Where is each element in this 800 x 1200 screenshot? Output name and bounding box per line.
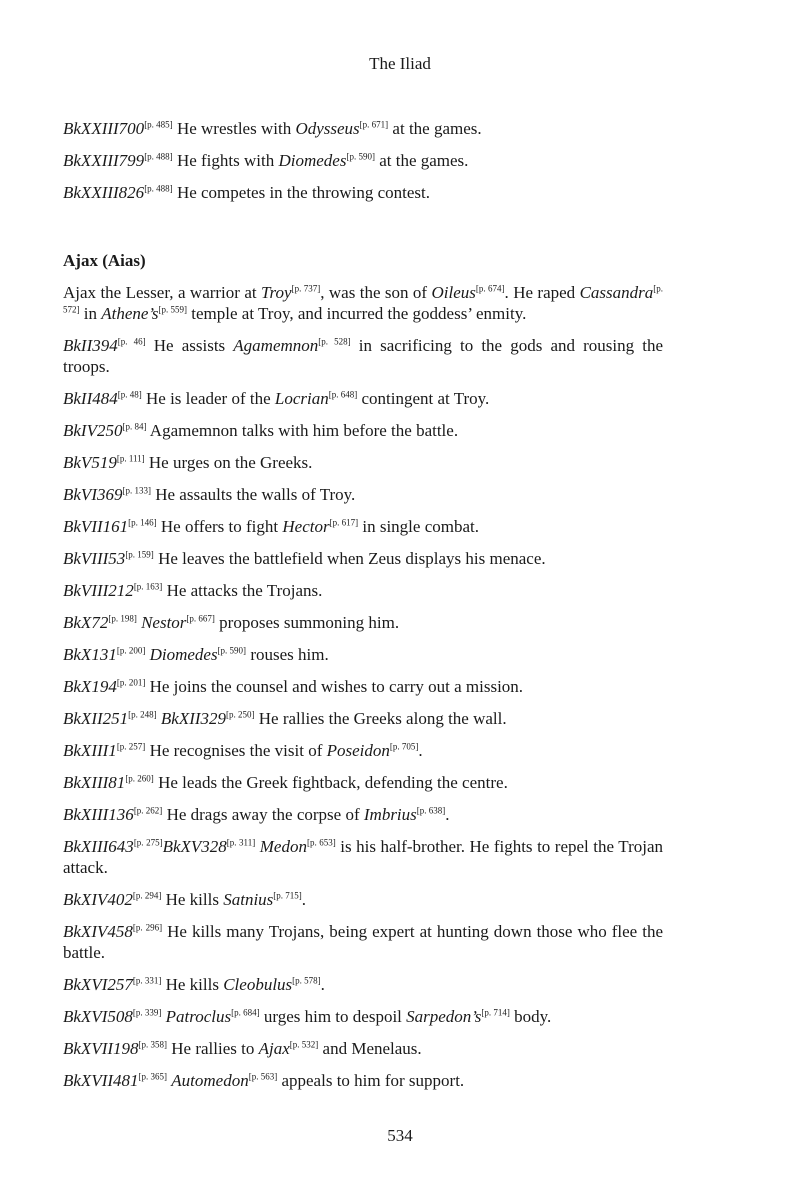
entry-text: at the games. [388, 119, 482, 138]
italic-reference: BkXII251 [63, 709, 129, 728]
entry-text: . [320, 975, 325, 994]
page-reference: [p. 200] [116, 645, 146, 656]
page-reference: [p. 485] [144, 119, 173, 130]
entry-text: appeals to him for support. [277, 1071, 465, 1090]
italic-reference: BkXXIII700 [63, 119, 145, 138]
italic-reference: BkII484 [63, 389, 118, 408]
page-reference: [p. 84] [122, 421, 147, 432]
page-reference: [p. 590] [217, 645, 247, 656]
index-entry [63, 676, 663, 697]
index-entry [63, 740, 663, 761]
italic-reference: Patroclus [165, 1007, 232, 1026]
page-reference: [p. 638] [416, 805, 446, 816]
entry-text: He wrestles with [172, 119, 296, 138]
italic-reference: BkVI369 [63, 485, 123, 504]
index-entry [63, 388, 663, 409]
italic-reference: Poseidon [326, 741, 390, 760]
entry-text: He kills many Trojans, being expert at hunting down those who flee the battle. [63, 922, 664, 962]
entry-text: in [79, 304, 102, 323]
italic-reference: BkV519 [63, 453, 117, 472]
page-reference: [p. 617] [329, 517, 359, 528]
page-reference: [p. 737] [291, 283, 321, 294]
entry-text: in single combat. [358, 517, 479, 536]
italic-reference: Medon [259, 837, 307, 856]
index-entry [63, 484, 663, 505]
italic-reference: BkXIII81 [63, 773, 126, 792]
index-entry [63, 548, 663, 569]
italic-reference: Sarpedon’s [406, 1007, 482, 1026]
italic-reference: BkVIII212 [63, 581, 134, 600]
index-entry [63, 644, 663, 665]
page-reference: [p. 563] [248, 1071, 278, 1082]
page-reference: [p. 111] [116, 453, 145, 464]
page-reference: [p. 311] [226, 837, 256, 848]
index-entry [63, 150, 663, 171]
italic-reference: BkXIII643 [63, 837, 134, 856]
page-reference: [p. 671] [359, 119, 389, 130]
page-reference: [p. 705] [389, 741, 419, 752]
italic-reference: Ajax [258, 1039, 290, 1058]
entry-text: contingent at Troy. [357, 389, 490, 408]
italic-reference: Automedon [171, 1071, 249, 1090]
entry-text: He offers to fight [156, 517, 283, 536]
italic-reference: Cleobulus [223, 975, 293, 994]
page-reference: [p. 159] [125, 549, 154, 560]
page-reference: [p. 648] [328, 389, 358, 400]
index-entry [63, 889, 663, 910]
page-reference: [p. 578] [292, 975, 321, 986]
index-entry [63, 1070, 663, 1091]
index-entry [63, 804, 663, 825]
page-reference: [p. 48] [117, 389, 142, 400]
entry-text: Agamemnon talks with him before the battle. [146, 421, 459, 440]
entry-text: He urges on the Greeks. [144, 453, 313, 472]
entry-text: He leaves the battlefield when Zeus displays his menace. [153, 549, 546, 568]
page-reference: [p. 528] [318, 336, 351, 347]
italic-reference: Troy [261, 283, 292, 302]
page-reference: [p. 488] [144, 151, 173, 162]
page-reference: [p. 715] [273, 890, 302, 901]
entry-text: He assaults the walls of Troy. [150, 485, 356, 504]
page-reference: [p. 250] [226, 709, 255, 720]
page-reference: [p. 260] [125, 773, 154, 784]
page-reference: [p. 198] [108, 613, 137, 624]
page-reference: [p. 163] [133, 581, 163, 592]
page-reference: [p. 653] [306, 837, 336, 848]
index-entry [63, 420, 663, 441]
italic-reference: BkXV328 [162, 837, 227, 856]
entry-text: urges him to despoil [259, 1007, 407, 1026]
page-reference: [p. 532] [289, 1039, 319, 1050]
page-reference: [p. 358] [138, 1039, 168, 1050]
index-entry [63, 580, 663, 601]
italic-reference: BkXII329 [160, 709, 227, 728]
page-reference: [p. 262] [133, 805, 163, 816]
italic-reference: BkXXIII826 [63, 183, 145, 202]
entry-text: at the games. [374, 151, 469, 170]
entry-text: He is leader of the [141, 389, 275, 408]
italic-reference: BkXIV458 [63, 922, 133, 941]
page-reference: [p. 365] [138, 1071, 168, 1082]
entry-text: rouses him. [246, 645, 329, 664]
italic-reference: Diomedes [149, 645, 218, 664]
italic-reference: BkIV250 [63, 421, 123, 440]
index-entry [63, 708, 663, 729]
page-reference: [p. 339] [132, 1007, 162, 1018]
entry-text: He rallies the Greeks along the wall. [254, 709, 507, 728]
italic-reference: Hector [282, 517, 330, 536]
page-reference: [p. 488] [144, 183, 173, 194]
page-reference: [p. 559] [158, 304, 188, 315]
index-entry [63, 452, 663, 473]
entry-text: He joins the counsel and wishes to carry out a mission. [145, 677, 524, 696]
page-reference: [p. 46] [117, 336, 146, 347]
page-reference: [p. 146] [128, 517, 157, 528]
italic-reference: Agamemnon [233, 336, 319, 355]
index-entry [63, 282, 663, 324]
italic-reference: Nestor [141, 613, 187, 632]
entry-text: He leads the Greek fightback, defending the centre. [153, 773, 508, 792]
italic-reference: BkII394 [63, 336, 118, 355]
page-reference: [p. 257] [116, 741, 146, 752]
italic-reference: BkX194 [63, 677, 117, 696]
entry-text: He rallies to [167, 1039, 259, 1058]
index-entry [63, 1038, 663, 1059]
index-entry [63, 335, 663, 377]
page-reference: [p. 714] [481, 1007, 510, 1018]
entry-text: . [301, 890, 307, 909]
page-reference: [p. 296] [132, 922, 163, 933]
italic-reference: BkX131 [63, 645, 117, 664]
index-entry [63, 612, 663, 633]
entry-text: He kills [161, 890, 224, 909]
italic-reference: BkXIII136 [63, 805, 134, 824]
entry-text: He assists [145, 336, 234, 355]
italic-reference: BkXVII198 [63, 1039, 139, 1058]
page-reference: [p. 572] [63, 283, 664, 315]
italic-reference: BkXVI257 [63, 975, 133, 994]
index-entry [63, 516, 663, 537]
italic-reference: BkXVI508 [63, 1007, 133, 1026]
page-reference: [p. 201] [116, 677, 146, 688]
index-entry [63, 182, 663, 203]
italic-reference: BkXIII1 [63, 741, 117, 760]
entry-text: He recognises the visit of [145, 741, 327, 760]
entry-text: He attacks the Trojans. [162, 581, 323, 600]
entry-text: and Menelaus. [318, 1039, 422, 1058]
entry-text: body. [509, 1007, 552, 1026]
index-entry [63, 772, 663, 793]
entry-text: , was the son of [320, 283, 432, 302]
entry-text: in sacrificing to the gods and rousing the troops. [63, 336, 664, 376]
entry-text: . He raped [504, 283, 580, 302]
italic-reference: BkVIII53 [63, 549, 126, 568]
italic-reference: Satnius [223, 890, 274, 909]
italic-reference: Oileus [431, 283, 476, 302]
section-heading: Ajax (Aias) [63, 251, 146, 270]
italic-reference: Athene’s [101, 304, 159, 323]
entry-text: temple at Troy, and incurred the goddess’ enmity. [187, 304, 527, 323]
italic-reference: BkVII161 [63, 517, 129, 536]
page-reference: [p. 331] [132, 975, 162, 986]
index-entry [63, 836, 663, 878]
entry-text: proposes summoning him. [214, 613, 400, 632]
top-entries [63, 118, 663, 214]
entry-text: . [418, 741, 423, 760]
italic-reference: BkX72 [63, 613, 109, 632]
section-ajax [63, 250, 663, 1102]
entry-text: . [445, 805, 450, 824]
italic-reference: Cassandra [579, 283, 654, 302]
index-entry [63, 118, 663, 139]
index-entry [63, 921, 663, 963]
page-reference: [p. 590] [346, 151, 375, 162]
page-reference: [p. 248] [128, 709, 157, 720]
entry-text: is his half-brother. He fights to repel the Trojan attack. [63, 837, 664, 877]
italic-reference: Locrian [274, 389, 329, 408]
entry-text: He fights with [172, 151, 279, 170]
page-reference: [p. 674] [475, 283, 505, 294]
page-reference: [p. 294] [132, 890, 162, 901]
italic-reference: BkXXIII799 [63, 151, 145, 170]
italic-reference: BkXIV402 [63, 890, 133, 909]
page-reference: [p. 684] [231, 1007, 260, 1018]
page-reference: [p. 133] [122, 485, 151, 496]
italic-reference: Imbrius [363, 805, 417, 824]
page-reference: [p. 667] [186, 613, 215, 624]
italic-reference: BkXVII481 [63, 1071, 139, 1090]
entry-text: Ajax the Lesser, a warrior at [63, 283, 262, 302]
page-reference: [p. 275] [133, 837, 163, 848]
entry-text: He competes in the throwing contest. [172, 183, 430, 202]
index-entry [63, 1006, 663, 1027]
page-number: 534 [387, 1126, 413, 1145]
italic-reference: Odysseus [295, 119, 360, 138]
index-entry [63, 974, 663, 995]
section-entries [63, 282, 663, 1091]
italic-reference: Diomedes [278, 151, 347, 170]
entry-text: He kills [161, 975, 224, 994]
running-head: The Iliad [369, 54, 431, 73]
entry-text: He drags away the corpse of [162, 805, 364, 824]
